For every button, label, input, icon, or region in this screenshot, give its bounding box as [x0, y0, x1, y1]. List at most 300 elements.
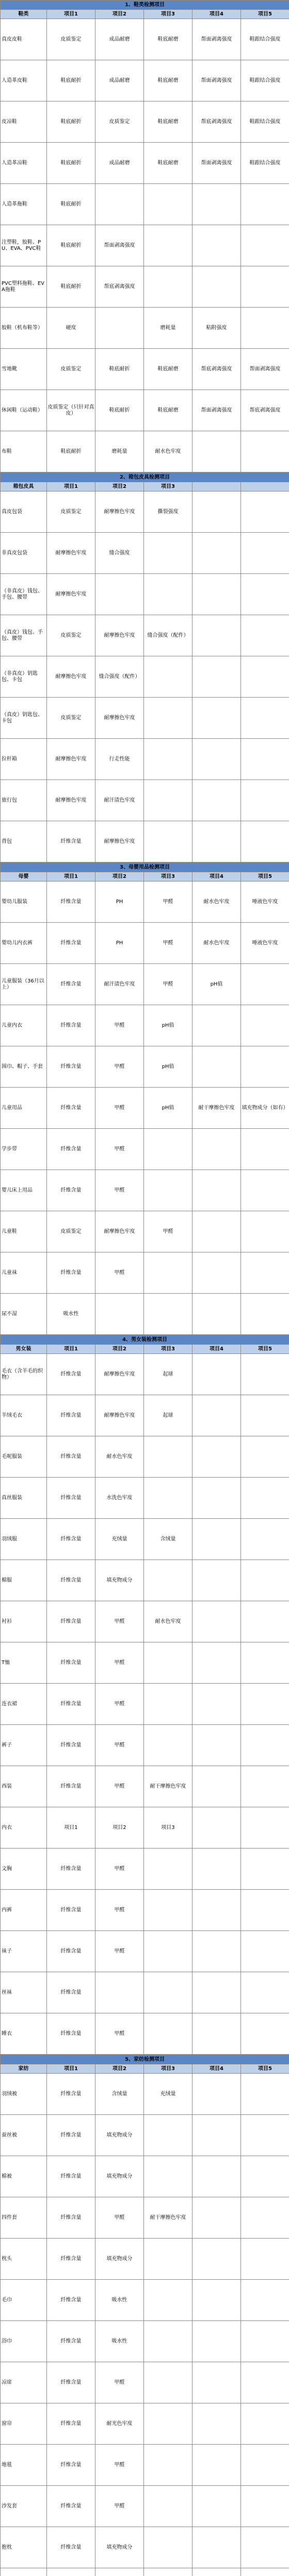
table-cell [241, 225, 289, 266]
table-cell [144, 1642, 192, 1684]
table-cell [144, 1129, 192, 1170]
row-label: 布鞋 [1, 431, 47, 472]
table-cell: 纤维含量 [47, 1766, 95, 1807]
table-cell: 纤维含量 [47, 923, 95, 964]
table-row [1, 1478, 289, 1519]
column-header: 项目3 [144, 10, 192, 19]
table-row [1, 19, 289, 60]
table-cell: 鞋底耐折 [47, 101, 95, 143]
row-label: 丝袜 [1, 1972, 47, 2013]
row-label: 内衣 [1, 1807, 47, 1849]
table-cell [241, 2445, 289, 2486]
table-cell [144, 1560, 192, 1601]
table-cell [241, 2074, 289, 2115]
table-cell: 帮底剥离强度 [95, 266, 144, 308]
table-cell: 纤维含量 [47, 1395, 95, 1436]
table-cell: 硬度 [47, 308, 95, 349]
table-cell [241, 2197, 289, 2239]
row-label: 真皮皮鞋 [1, 19, 47, 60]
table-cell [144, 1972, 192, 2013]
table-cell [192, 1170, 241, 1211]
table-cell: 帮底剥离强度 [192, 101, 241, 143]
table-cell [192, 266, 241, 308]
table-row [1, 1972, 289, 2013]
row-label: 背包 [1, 821, 47, 862]
table-cell [241, 574, 289, 615]
table-row [1, 1931, 289, 1972]
column-header: 鞋类 [1, 10, 47, 19]
table-cell [192, 1601, 241, 1642]
table-cell [192, 1642, 241, 1684]
table-cell [192, 821, 241, 862]
table-cell: 耐水色牢度 [144, 1601, 192, 1642]
table-cell: 帮面剥离强度 [192, 143, 241, 184]
table-cell: 甲醛 [95, 1931, 144, 1972]
table-cell: 起球 [144, 1354, 192, 1395]
table-cell [144, 2280, 192, 2321]
table-cell [47, 2568, 95, 2576]
table-cell: 纤维含量 [47, 1560, 95, 1601]
row-label: 真丝服装 [1, 1478, 47, 1519]
table-cell: 缝合强度（配件） [95, 656, 144, 698]
column-header [241, 482, 289, 492]
table-cell [144, 1725, 192, 1766]
table-cell [95, 1972, 144, 2013]
row-label: 拉杆箱 [1, 739, 47, 780]
table-cell [192, 2280, 241, 2321]
table-cell: 项目1 [47, 1807, 95, 1849]
table-cell [241, 739, 289, 780]
table-cell: 甲醛 [95, 1766, 144, 1807]
table-cell [144, 2013, 192, 2055]
table-cell: 耐汗渍色牢度 [95, 964, 144, 1005]
column-header: 项目3 [144, 2064, 192, 2074]
table-cell: 甲醛 [95, 1129, 144, 1170]
table-cell [192, 2362, 241, 2403]
table-cell: 鞋底耐磨 [144, 349, 192, 390]
table-row [1, 698, 289, 739]
row-label: 棉被 [1, 2156, 47, 2197]
table-cell [241, 1395, 289, 1436]
table-row [1, 2115, 289, 2156]
table-cell: 鞋跟结合强度 [241, 19, 289, 60]
row-label: 雪地靴 [1, 349, 47, 390]
table-cell [192, 2074, 241, 2115]
table-row [1, 821, 289, 862]
table-row [1, 615, 289, 656]
table-cell: 皮质鉴定 [47, 492, 95, 533]
table-row [1, 2239, 289, 2280]
table-cell: 耐摩擦色牢度 [47, 739, 95, 780]
table-cell: 耐摩擦色牢度 [95, 821, 144, 862]
table-cell: pH值 [144, 1005, 192, 1046]
table-cell [241, 1766, 289, 1807]
table-cell [192, 2156, 241, 2197]
table-row [1, 1129, 289, 1170]
table-row [1, 2321, 289, 2362]
table-cell [192, 225, 241, 266]
column-header: 项目5 [241, 10, 289, 19]
table-row [1, 1890, 289, 1931]
table-cell [241, 431, 289, 472]
row-label: 儿童用品 [1, 1088, 47, 1129]
table-cell [144, 574, 192, 615]
table-cell [241, 2527, 289, 2568]
table-cell: 耐水色牢度 [192, 882, 241, 923]
table-cell [192, 1005, 241, 1046]
row-label [1, 2568, 47, 2576]
row-label: （非真皮）钱包、手包、腰带 [1, 574, 47, 615]
table-cell [241, 2239, 289, 2280]
row-label: 内裤 [1, 1890, 47, 1931]
table-cell [144, 1890, 192, 1931]
table-cell [192, 1890, 241, 1931]
table-cell: 鞋底耐磨 [144, 101, 192, 143]
row-label: 尿不湿 [1, 1294, 47, 1335]
table-cell [241, 1642, 289, 1684]
table-cell: 水洗色牢度 [95, 1478, 144, 1519]
table-cell [241, 1684, 289, 1725]
header-row [1, 872, 289, 882]
table-cell: 鞋底耐磨 [144, 19, 192, 60]
row-label: 棉服 [1, 1560, 47, 1601]
row-label: 学步带 [1, 1129, 47, 1170]
table-cell: 含绒量 [144, 1519, 192, 1560]
table-cell: 耐摩擦色牢度 [95, 1354, 144, 1395]
table-cell [241, 1972, 289, 2013]
table-cell [144, 739, 192, 780]
table-cell [241, 2362, 289, 2403]
table-cell: pH值 [144, 1046, 192, 1088]
table-cell: 鞋底耐磨 [144, 60, 192, 101]
row-label: 人造革皮鞋 [1, 60, 47, 101]
table-cell: 纤维含量 [47, 2156, 95, 2197]
row-label: 衬衫 [1, 1601, 47, 1642]
table-cell [241, 2486, 289, 2527]
row-label: 连衣裙 [1, 1684, 47, 1725]
section-title: 4、男女装检测项目 [1, 1335, 289, 1345]
table-row [1, 2013, 289, 2055]
column-header: 项目2 [95, 482, 144, 492]
table-cell: 耐干摩擦色牢度 [192, 1088, 241, 1129]
table-cell: pH值 [192, 964, 241, 1005]
table-cell: 缝合强度 [95, 533, 144, 574]
table-row [1, 2527, 289, 2568]
row-label: 蚕丝被 [1, 2115, 47, 2156]
table-cell: 充绒量 [144, 2074, 192, 2115]
row-label: 儿童鞋 [1, 1211, 47, 1252]
table-cell: 耐摩擦色牢度 [95, 1211, 144, 1252]
table-cell: 甲醛 [95, 2362, 144, 2403]
table-cell [241, 1849, 289, 1890]
table-row [1, 882, 289, 923]
table-cell [95, 574, 144, 615]
table-cell: 耐摩擦色牢度 [95, 492, 144, 533]
section-title-row [1, 473, 289, 482]
table-cell [192, 656, 241, 698]
row-label: 浴巾 [1, 2321, 47, 2362]
table-cell: 甲醛 [95, 2486, 144, 2527]
row-label: 婴幼儿服装 [1, 882, 47, 923]
table-cell: 填充物成分 [95, 2239, 144, 2280]
table-cell: 甲醛 [95, 1725, 144, 1766]
table-cell: 耐汗渍色牢度 [95, 780, 144, 821]
row-label: 婴儿床上用品 [1, 1170, 47, 1211]
table-row [1, 2156, 289, 2197]
table-cell: 鞋底耐折 [47, 60, 95, 101]
table-row [1, 964, 289, 1005]
table-row [1, 1436, 289, 1478]
table-cell: PH [95, 882, 144, 923]
table-cell: 鞋底耐磨 [144, 390, 192, 431]
table-cell: 撕裂强度 [144, 492, 192, 533]
table-row [1, 1642, 289, 1684]
table-row [1, 2486, 289, 2527]
table-cell [241, 2280, 289, 2321]
table-cell: 鞋跟结合强度 [241, 143, 289, 184]
table-cell: 唾液色牢度 [241, 923, 289, 964]
table-cell: 纤维含量 [47, 1478, 95, 1519]
table-row [1, 656, 289, 698]
column-header: 项目2 [95, 10, 144, 19]
table-cell [192, 1972, 241, 2013]
table-cell: 纤维含量 [47, 2362, 95, 2403]
column-header: 项目3 [144, 1345, 192, 1354]
table-cell: 项目2 [95, 1807, 144, 1849]
table-cell: 皮质鉴定 [47, 698, 95, 739]
table-cell [144, 2486, 192, 2527]
table-cell: 成品耐磨 [95, 143, 144, 184]
table-cell: 纤维含量 [47, 821, 95, 862]
table-cell [144, 1170, 192, 1211]
table-row [1, 2280, 289, 2321]
table-row [1, 1354, 289, 1395]
table-row [1, 225, 289, 266]
table-row [1, 308, 289, 349]
table-cell [144, 266, 192, 308]
row-label: （非真皮）钥匙包、卡包 [1, 656, 47, 698]
table-cell [241, 964, 289, 1005]
table-cell [241, 1005, 289, 1046]
table-row [1, 1395, 289, 1436]
table-cell [241, 1519, 289, 1560]
row-label: 人造革拖鞋 [1, 184, 47, 225]
table-cell [241, 1601, 289, 1642]
table-cell: 成品耐磨 [95, 60, 144, 101]
table-cell: 纤维含量 [47, 1129, 95, 1170]
row-label: 婴幼儿内衣裤 [1, 923, 47, 964]
section-table [0, 862, 289, 1335]
table-cell [241, 1170, 289, 1211]
column-header: 母婴 [1, 872, 47, 882]
table-cell: 填充物成分 [95, 2527, 144, 2568]
table-row [1, 1294, 289, 1335]
row-label: 凉席 [1, 2362, 47, 2403]
table-cell [192, 1766, 241, 1807]
table-cell: 纤维含量 [47, 2013, 95, 2055]
row-label: 儿童服装（36月以上） [1, 964, 47, 1005]
table-cell [144, 2362, 192, 2403]
table-cell [241, 821, 289, 862]
table-row [1, 101, 289, 143]
table-cell: 纤维含量 [47, 1354, 95, 1395]
table-cell: 甲醛 [95, 1170, 144, 1211]
table-cell: 皮质鉴定 [47, 19, 95, 60]
table-row [1, 1725, 289, 1766]
row-label: （真皮）钥匙包、卡包 [1, 698, 47, 739]
table-cell: 填充物成分 [95, 2115, 144, 2156]
table-cell [192, 2486, 241, 2527]
section-title: 5、家纺检测项目 [1, 2055, 289, 2064]
table-row [1, 184, 289, 225]
row-label: 皮凉鞋 [1, 101, 47, 143]
table-cell [241, 2568, 289, 2576]
column-header: 男女装 [1, 1345, 47, 1354]
column-header: 项目5 [241, 2064, 289, 2074]
table-cell: 鞋底耐折 [95, 349, 144, 390]
table-cell [192, 2445, 241, 2486]
table-cell [241, 698, 289, 739]
table-cell [241, 2156, 289, 2197]
table-cell [144, 2403, 192, 2445]
section-title-row [1, 1335, 289, 1345]
table-cell: 鞋底耐折 [47, 225, 95, 266]
table-cell [241, 2013, 289, 2055]
table-cell [241, 1890, 289, 1931]
table-cell [192, 1436, 241, 1478]
table-cell: 帮面剥离强度 [192, 60, 241, 101]
table-cell [241, 1560, 289, 1601]
table-cell: 甲醛 [144, 882, 192, 923]
table-cell: 行走性能 [95, 739, 144, 780]
table-row [1, 2403, 289, 2445]
table-cell [192, 2403, 241, 2445]
row-label: 抱枕 [1, 2527, 47, 2568]
row-label: T恤 [1, 1642, 47, 1684]
row-label: 休闲鞋（运动鞋） [1, 390, 47, 431]
table-cell: 纤维含量 [47, 1684, 95, 1725]
table-cell [144, 1294, 192, 1335]
table-cell: 耐光色牢度 [95, 2403, 144, 2445]
table-cell: 纤维含量 [47, 1088, 95, 1129]
table-cell: 皮质鉴定 [95, 101, 144, 143]
table-cell: PH [95, 923, 144, 964]
table-row [1, 1252, 289, 1294]
table-cell: 鞋底耐折 [47, 143, 95, 184]
table-cell [192, 2239, 241, 2280]
table-cell: 磨耗量 [95, 431, 144, 472]
table-cell [192, 533, 241, 574]
table-row [1, 1170, 289, 1211]
table-cell: 皮质鉴定（只针对真皮） [47, 390, 95, 431]
table-cell: 纤维含量 [47, 2239, 95, 2280]
header-row [1, 10, 289, 19]
table-row [1, 390, 289, 431]
table-cell [192, 2568, 241, 2576]
table-cell: 鞋底耐折 [47, 431, 95, 472]
table-cell [192, 1519, 241, 1560]
table-cell: 甲醛 [95, 1005, 144, 1046]
table-cell [241, 1294, 289, 1335]
column-header: 项目2 [95, 1345, 144, 1354]
row-label: 胶鞋（机布鞋等） [1, 308, 47, 349]
row-label: 毛巾 [1, 2280, 47, 2321]
row-label: 人造革凉鞋 [1, 143, 47, 184]
column-header: 项目3 [144, 482, 192, 492]
table-cell: 甲醛 [95, 1088, 144, 1129]
table-cell: 纤维含量 [47, 1252, 95, 1294]
table-cell [192, 698, 241, 739]
table-cell [241, 780, 289, 821]
section-title: 1、鞋类检测项目 [1, 1, 289, 10]
table-cell: 纤维含量 [47, 1170, 95, 1211]
section-table [0, 1335, 289, 2055]
table-cell: 纤维含量 [47, 1519, 95, 1560]
table-cell: 甲醛 [144, 1211, 192, 1252]
row-label: 睡衣 [1, 2013, 47, 2055]
table-cell: 纤维含量 [47, 1642, 95, 1684]
section-title-row [1, 2055, 289, 2064]
table-cell [192, 1252, 241, 1294]
table-cell [144, 225, 192, 266]
table-cell [241, 1046, 289, 1088]
table-cell [192, 1395, 241, 1436]
table-cell [144, 2239, 192, 2280]
table-cell: 帮面剥离强度 [192, 19, 241, 60]
table-cell: 帮底剥离强度 [241, 390, 289, 431]
row-label: 枕头 [1, 2239, 47, 2280]
table-cell [144, 184, 192, 225]
table-row [1, 1601, 289, 1642]
table-cell: 吸水性 [95, 2321, 144, 2362]
column-header: 项目4 [192, 10, 241, 19]
table-cell [144, 1684, 192, 1725]
table-cell [192, 1129, 241, 1170]
table-cell: 耐摩擦色牢度 [47, 656, 95, 698]
table-row [1, 1088, 289, 1129]
table-cell [192, 1354, 241, 1395]
table-cell [241, 308, 289, 349]
table-row [1, 739, 289, 780]
table-cell: 吸水性 [95, 2280, 144, 2321]
column-header: 项目5 [241, 1345, 289, 1354]
table-cell: 耐水色牢度 [144, 431, 192, 472]
table-cell: 甲醛 [95, 1890, 144, 1931]
table-cell: 甲醛 [95, 1252, 144, 1294]
table-cell: 甲醛 [95, 2445, 144, 2486]
row-label: 四件套 [1, 2197, 47, 2239]
table-cell: 起球 [144, 1395, 192, 1436]
table-cell [241, 2403, 289, 2445]
table-cell: 吸水性 [47, 1294, 95, 1335]
table-cell [144, 821, 192, 862]
table-cell: 纤维含量 [47, 2115, 95, 2156]
table-cell: 纤维含量 [47, 1931, 95, 1972]
column-header: 项目4 [192, 2064, 241, 2074]
section-table [0, 0, 289, 472]
table-cell: 皮质鉴定 [47, 615, 95, 656]
row-label: 羽绒服 [1, 1519, 47, 1560]
table-row [1, 574, 289, 615]
column-header: 项目1 [47, 872, 95, 882]
table-cell: 纤维含量 [47, 1890, 95, 1931]
table-cell: 甲醛 [95, 2197, 144, 2239]
table-cell: 帮面剥离强度 [95, 225, 144, 266]
table-cell [241, 1478, 289, 1519]
table-cell: 纤维含量 [47, 1046, 95, 1088]
table-cell: 甲醛 [95, 1849, 144, 1890]
row-label: 文胸 [1, 1849, 47, 1890]
